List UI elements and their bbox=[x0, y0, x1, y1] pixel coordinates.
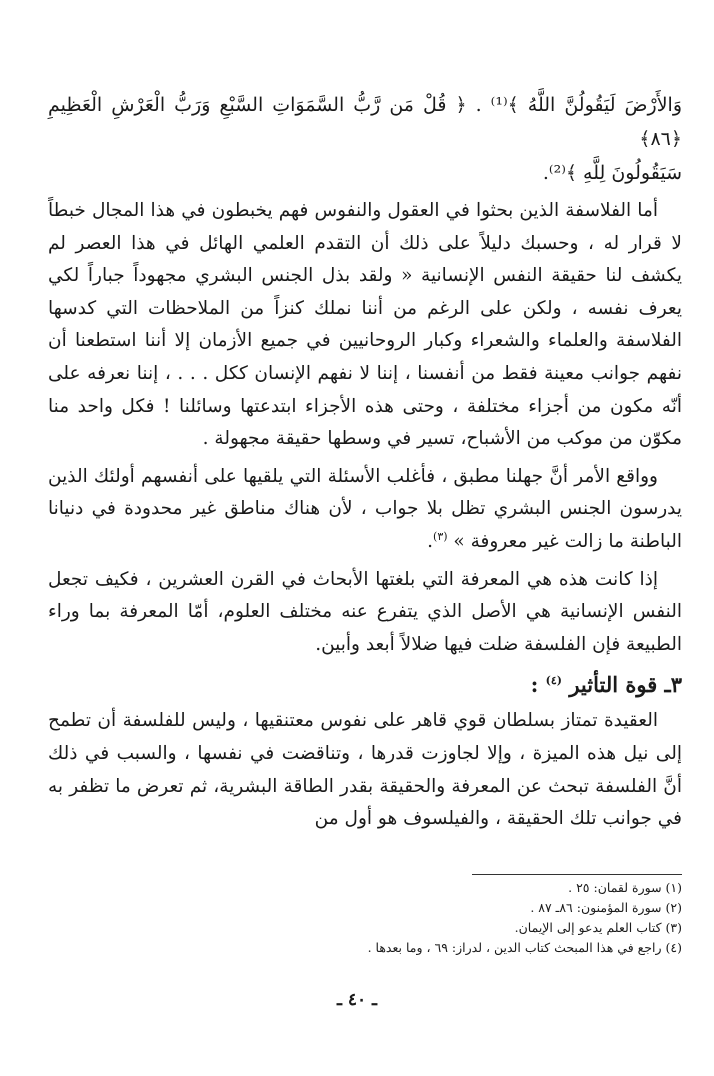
quran-line-1: وَالأَرْضَ لَيَقُولُنَّ اللَّهُ ﴾⁽¹⁾ . ﴿ قُلْ مَن رَّبُّ السَّمَوَاتِ السَّبْعِ وَرَبُّ الْعَرْشِ الْعَظِيمِ ﴿٨٦﴾ bbox=[48, 94, 682, 150]
footnote-1: (١) سورة لقمان: ٢٥ . bbox=[568, 880, 682, 895]
footnotes bbox=[82, 878, 682, 958]
section-heading-text: ٣ـ قوة التأثير bbox=[569, 672, 682, 698]
paragraph-creed-power: العقيدة تمتاز بسلطان قوي قاهر على نفوس معتنقيها ، وليس للفلسفة أن تطمح إلى نيل هذه الميزة ، وإلا لجاوزت قدرها ، وتناقضت في نفسها ، والسبب في ذلك أنَّ الفلسفة تبحث عن المعرفة والحقيقة بقدر الطاقة البشرية، ثم تعرض ما تظفر به في جوانب تلك الحقيقة ، والفيلسوف هو أول من bbox=[48, 710, 682, 830]
quran-verse bbox=[48, 88, 682, 190]
section-heading-colon: : bbox=[530, 672, 539, 698]
footnote-ref-3: (٣) bbox=[433, 529, 448, 543]
quran-line-2: سَيَقُولُونَ لِلَّهِ ﴾⁽²⁾. bbox=[542, 162, 682, 184]
footnote-4: (٤) راجع في هذا المبحث كتاب الدين ، لدراز: ٦٩ ، وما بعدها . bbox=[367, 940, 682, 955]
paragraph-ignorance: وواقع الأمر أنَّ جهلنا مطبق ، فأغلب الأسئلة التي يلقيها على أنفسهم أولئك الذين يدرسون الجنس البشري تظل بلا جواب ، لأن هناك مناطق غير محدودة في دنيانا الباطنة ما زالت غير معروفة » $^{(٣)}$. bbox=[48, 465, 682, 552]
paragraph-twentieth-century: إذا كانت هذه هي المعرفة التي بلغتها الأبحاث في القرن العشرين ، فكيف تجعل النفس الإنسانية هي الأصل الذي يتفرع عنه مختلف العلوم، أمّا المعرفة بما وراء الطبيعة فإن الفلسفة ضلت فيها ضلالاً أبعد وأبين. bbox=[48, 568, 682, 655]
paragraph-philosophers: أما الفلاسفة الذين بحثوا في العقول والنفوس فهم يخبطون في هذا المجال خبطاً لا قرار له ، وحسبك دليلاً على ذلك أن التقدم العلمي الهائل في هذا العصر لم يكشف لنا حقيقة النفس الإنسانية « ولقد بذل الجنس البشري مجهوداً جباراً لكي يعرف نفسه ، ولكن على الرغم من أننا نملك كنزاً من الملاحظات التي كدسها الفلاسفة والعلماء والشعراء وكبار الروحانيين في جميع الأزمان إلا أننا استطعنا أن نفهم جوانب معينة فقط من أنفسنا ، إننا لا نفهم الإنسان ككل . . . ، إننا نعرفه على أنّه مكون من أجزاء مختلفة ، وحتى هذه الأجزاء ابتدعتها وسائلنا ! فكل واحد منا مكوّن من موكب من الأشباح، تسير في وسطها حقيقة مجهولة . bbox=[48, 200, 682, 450]
paragraph-ignorance-text: وواقع الأمر أنَّ جهلنا مطبق ، فأغلب الأسئلة التي يلقيها على أنفسهم أولئك الذين يدرسون الجنس البشري تظل بلا جواب ، لأن هناك مناطق غير محدودة في دنيانا الباطنة ما زالت غير معروفة » bbox=[48, 465, 682, 552]
footnote-divider bbox=[472, 874, 682, 875]
footnote-2: (٢) سورة المؤمنون: ٨٦ـ ٨٧ . bbox=[530, 900, 682, 915]
page-number: ـ ٤٠ ـ bbox=[336, 990, 378, 1010]
footnote-3: (٣) كتاب العلم يدعو إلى الإيمان. bbox=[514, 920, 682, 935]
section-heading bbox=[48, 665, 682, 705]
footnote-ref-4: (٤) bbox=[545, 674, 562, 688]
page-body bbox=[48, 88, 682, 836]
